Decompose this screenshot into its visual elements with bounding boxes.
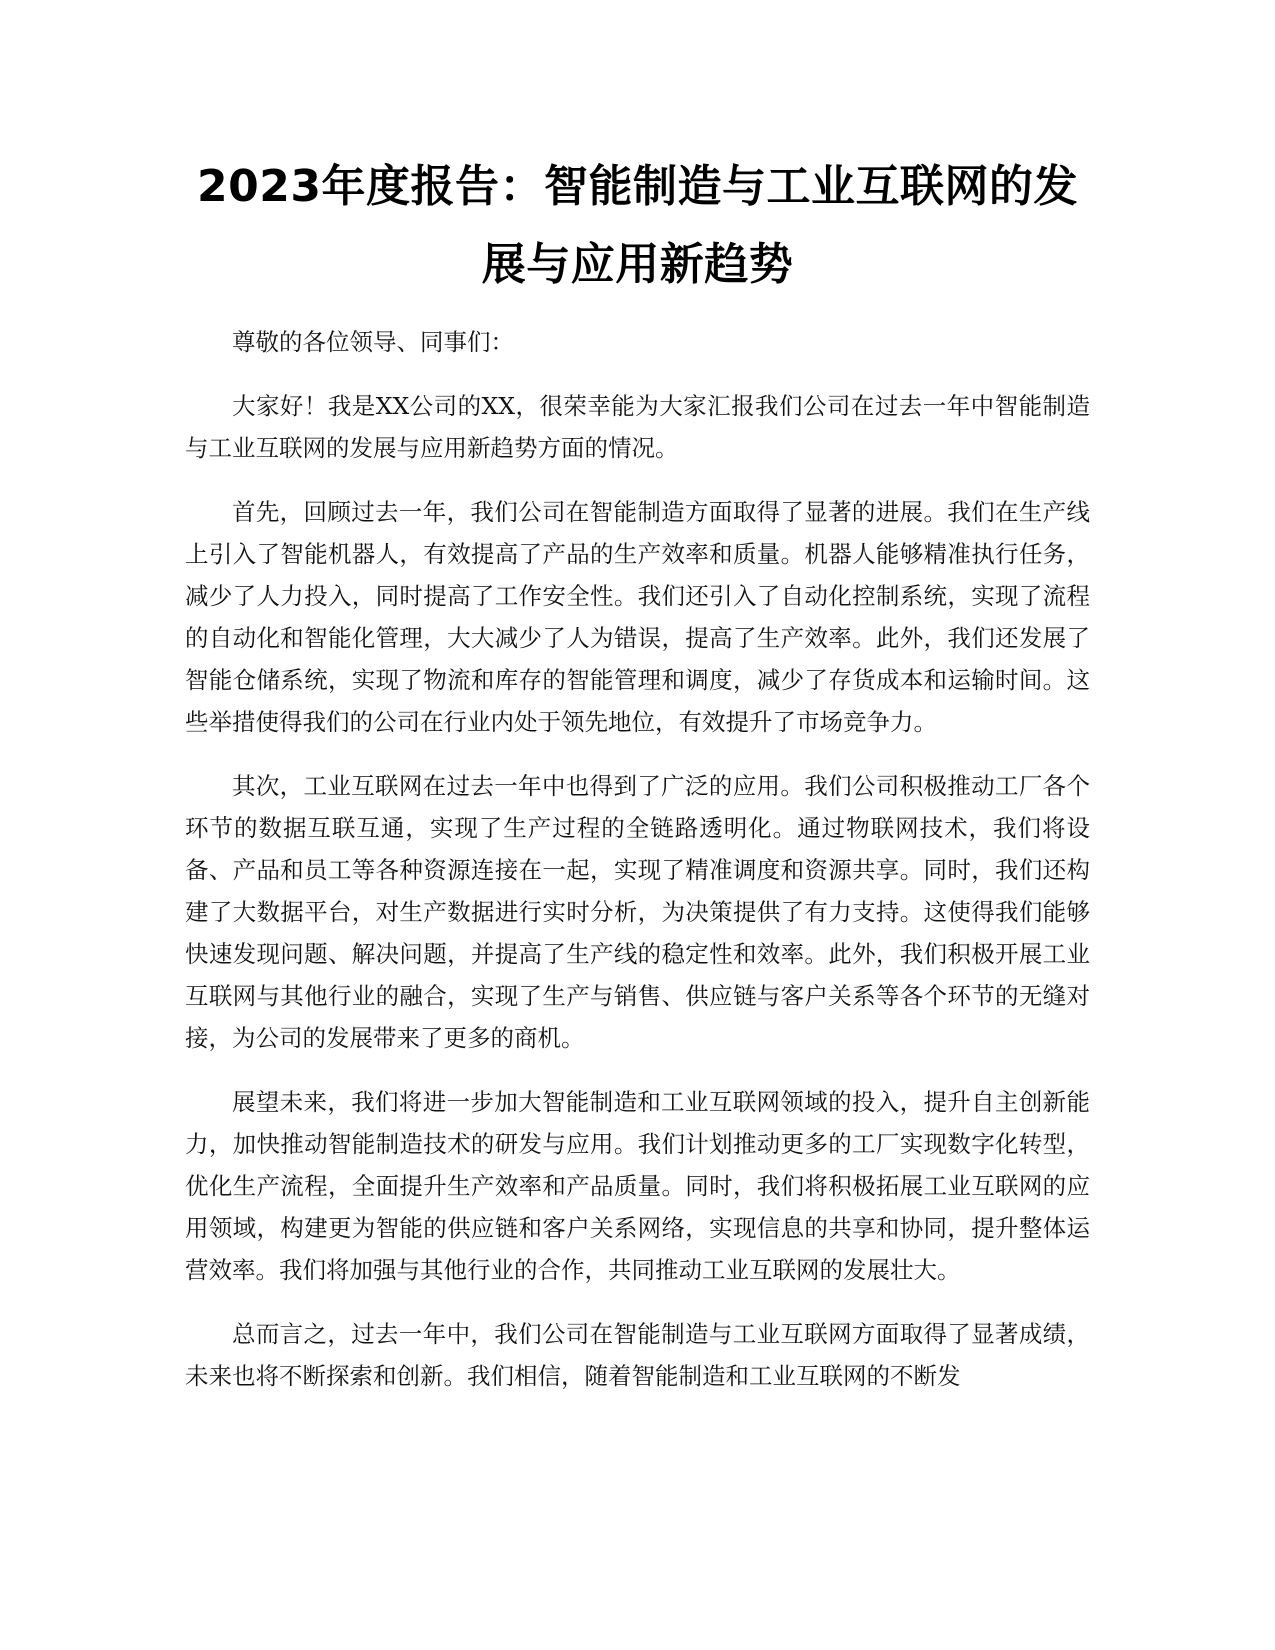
industrial-internet-paragraph: 其次，工业互联网在过去一年中也得到了广泛的应用。我们公司积极推动工厂各个环节的数据互联互通，实现了生产过程的全链路透明化。通过物联网技术，我们将设备、产品和员工等各种资源连接在一起，实现了精准调度和资源共享。同时，我们还构建了大数据平台，对生产数据进行实时分析，为决策提供了有力支持。这使得我们能够快速发现问题、解决问题，并提高了生产线的稳定性和效率。此外，我们积极开展工业互联网与其他行业的融合，实现了生产与销售、供应链与客户关系等各个环节的无缝对接，为公司的发展带来了更多的商机。 — [185, 772, 1090, 1052]
salutation-paragraph: 尊敬的各位领导、同事们： — [232, 328, 514, 356]
document-body — [185, 321, 1090, 1419]
summary-paragraph: 总而言之，过去一年中，我们公司在智能制造与工业互联网方面取得了显著成绩，未来也将不断探索和创新。我们相信，随着智能制造和工业互联网的不断发 — [185, 1320, 1090, 1390]
document-title: 2023年度报告：智能制造与工业互联网的发展与应用新趋势 — [197, 161, 1078, 290]
smart-manufacturing-paragraph: 首先，回顾过去一年，我们公司在智能制造方面取得了显著的进展。我们在生产线上引入了智能机器人，有效提高了产品的生产效率和质量。机器人能够精准执行任务，减少了人力投入，同时提高了工作安全性。我们还引入了自动化控制系统，实现了流程的自动化和智能化管理，大大减少了人为错误，提高了生产效率。此外，我们还发展了智能仓储系统，实现了物流和库存的智能管理和调度，减少了存货成本和运输时间。这些举措使得我们的公司在行业内处于领先地位，有效提升了市场竞争力。 — [185, 498, 1090, 736]
intro-paragraph: 大家好！我是XX公司的XX，很荣幸能为大家汇报我们公司在过去一年中智能制造与工业互联网的发展与应用新趋势方面的情况。 — [185, 392, 1090, 462]
outlook-paragraph: 展望未来，我们将进一步加大智能制造和工业互联网领域的投入，提升自主创新能力，加快推动智能制造技术的研发与应用。我们计划推动更多的工厂实现数字化转型，优化生产流程，全面提升生产效率和产品质量。同时，我们将积极拓展工业互联网的应用领域，构建更为智能的供应链和客户关系网络，实现信息的共享和协同，提升整体运营效率。我们将加强与其他行业的合作，共同推动工业互联网的发展壮大。 — [185, 1088, 1090, 1284]
